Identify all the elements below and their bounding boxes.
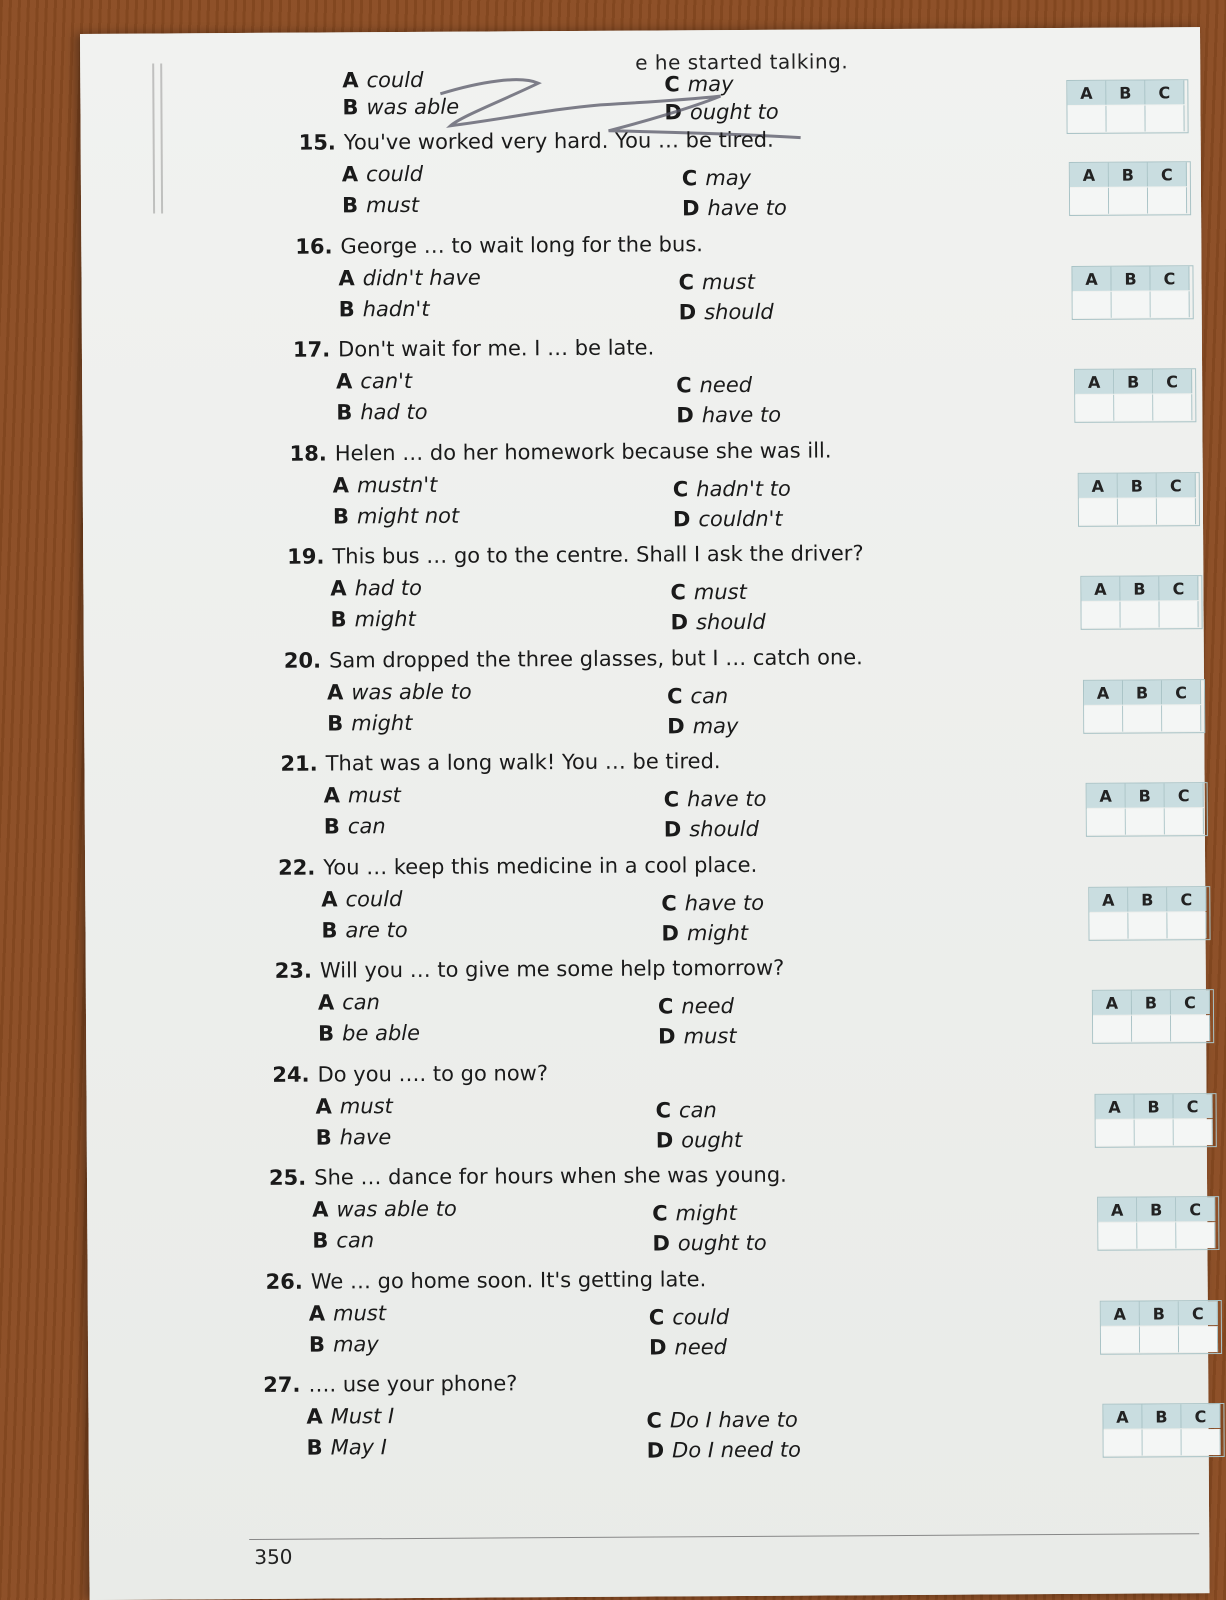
question-number: 15. [298,130,336,155]
question-19 [287,541,968,645]
option-a[interactable]: A must [315,1094,393,1119]
question-number: 23. [274,958,313,983]
grid-letter: B [1106,80,1145,104]
option-d[interactable]: D ought to [664,99,779,125]
answer-grid-header [1072,266,1192,291]
answer-cell[interactable] [1070,188,1109,214]
answer-cell[interactable] [1135,1119,1174,1145]
answer-grid[interactable] [1069,161,1191,216]
option-c[interactable]: C need [657,994,734,1019]
answer-grid-header [1103,1404,1223,1429]
option-a[interactable]: A must [323,783,401,808]
option-a[interactable]: A was able to [312,1196,457,1222]
question-24 [272,1059,953,1163]
grid-letter: A [1072,267,1111,291]
grid-letter: B [1120,576,1159,600]
grid-letter: A [1093,991,1132,1015]
option-a[interactable]: A can't [336,368,413,394]
question-stem [266,1267,707,1294]
answer-cell[interactable] [1143,1429,1182,1455]
answer-grid[interactable] [1080,575,1202,630]
question-number: 16. [295,234,333,259]
answer-cell[interactable] [1096,1120,1135,1146]
grid-letter: B [1114,369,1153,393]
option-d[interactable]: D might [661,920,749,946]
option-d[interactable]: D ought to [652,1230,767,1256]
answer-cell[interactable] [1089,913,1128,939]
option-b[interactable]: B have [315,1125,392,1150]
question-20 [284,645,965,749]
answer-cell[interactable] [1132,1015,1171,1041]
question-number: 20. [283,648,322,673]
footer-rule [249,1533,1199,1540]
question-text: …. use your phone? [308,1371,518,1397]
option-c[interactable]: C can [666,684,729,709]
grid-letter: A [1089,888,1128,912]
answer-cell[interactable] [1101,1327,1140,1353]
option-b[interactable]: B might [327,710,413,736]
option-c[interactable]: C must [678,269,755,295]
grid-letter: C [1165,783,1204,807]
answer-cell[interactable] [1093,1016,1132,1042]
answer-cell[interactable] [1087,809,1126,835]
option-d[interactable]: D ought [655,1127,743,1153]
option-d[interactable]: D should [663,816,759,842]
option-c[interactable]: C may [681,165,752,191]
grid-letter: A [1095,1095,1134,1119]
answer-cell[interactable] [1162,705,1201,731]
answer-cell[interactable] [1118,498,1157,524]
grid-letter: C [1167,887,1206,911]
answer-grid[interactable] [1088,886,1210,941]
answer-grid[interactable] [1083,679,1205,734]
answer-cell[interactable] [1123,705,1162,731]
grid-letter: C [1145,80,1184,104]
grid-letter: A [1084,681,1123,705]
question-text: She … dance for hours when she was young. [314,1162,787,1190]
answer-grid[interactable] [1086,782,1208,837]
answer-grid[interactable] [1094,1093,1216,1148]
answer-cell[interactable] [1179,1326,1218,1352]
grid-letter: C [1181,1404,1220,1428]
answer-grid-header [1075,369,1195,394]
top-fragment: e he started talking. [635,49,849,75]
answer-cells[interactable] [1089,912,1209,939]
option-c[interactable]: C have to [663,786,767,812]
answer-cell[interactable] [1157,498,1196,524]
question-number: 17. [292,337,331,362]
binding-mark [152,63,163,213]
answer-cell[interactable] [1114,394,1153,420]
grid-letter: C [1148,162,1187,186]
option-d[interactable]: D have to [676,402,782,428]
grid-letter: A [1079,474,1118,498]
grid-letter: A [1067,81,1106,105]
option-c[interactable]: C hadn't to [672,476,791,502]
option-d[interactable]: D need [648,1335,728,1360]
option-d[interactable]: D couldn't [672,506,783,532]
question-23 [275,955,956,1059]
grid-letter: A [1101,1302,1140,1326]
answer-cells[interactable] [1101,1326,1221,1353]
grid-letter: C [1159,576,1198,600]
question-text: Do you …. to go now? [317,1061,549,1087]
answer-cell[interactable] [1140,1326,1179,1352]
question-text: Sam dropped the three glasses, but I … catch one. [328,645,863,673]
answer-cell[interactable] [1148,187,1187,213]
option-b[interactable]: B may [308,1332,379,1357]
answer-grid-header [1081,576,1201,601]
grid-letter: B [1111,266,1150,290]
grid-letter: A [1070,163,1109,187]
grid-letter: C [1150,266,1189,290]
answer-cells[interactable] [1098,1222,1218,1249]
question-stem [287,541,863,569]
question-22 [278,852,959,956]
answer-grid-header [1093,990,1213,1015]
answer-cell[interactable] [1137,1222,1176,1248]
option-c[interactable]: C may [664,72,734,97]
grid-letter: C [1173,1094,1212,1118]
option-b[interactable]: B be able [318,1020,421,1046]
answer-grid-header [1087,783,1207,808]
grid-letter: C [1171,990,1210,1014]
question-27 [263,1369,944,1473]
answer-grid[interactable] [1100,1300,1222,1355]
question-stem [289,438,831,465]
option-b[interactable]: B hadn't [338,296,430,322]
question-text: You've worked very hard. You … be tired. [343,127,774,155]
grid-letter: A [1075,370,1114,394]
answer-cells[interactable] [1067,105,1187,132]
question-16 [295,231,976,335]
grid-letter: C [1179,1301,1218,1325]
answer-cells[interactable] [1087,808,1207,835]
option-d[interactable]: D must [658,1024,737,1049]
question-stem [293,335,654,361]
worksheet-page [80,27,1210,1600]
question-stem [263,1371,517,1397]
answer-cell[interactable] [1145,105,1184,131]
answer-cell[interactable] [1174,1119,1213,1145]
question-text: This bus … go to the centre. Shall I ask the driver? [332,541,864,569]
option-a[interactable]: A could [341,161,424,187]
option-b[interactable]: B might [330,606,416,632]
question-15 [299,127,980,231]
answer-cell[interactable] [1084,706,1123,732]
option-c[interactable]: C have to [661,890,765,916]
question-text: Will you … to give me some help tomorrow? [319,955,785,983]
question-21 [280,748,961,852]
answer-grid-header [1095,1094,1215,1119]
answer-grid-header [1089,887,1209,912]
answer-grid-header [1067,80,1187,105]
answer-cell[interactable] [1098,1223,1137,1249]
question-number: 21. [280,751,318,776]
question-text: You … keep this medicine in a cool place. [323,852,758,880]
option-b[interactable]: B was able [342,94,460,120]
grid-letter: B [1118,473,1157,497]
grid-letter: B [1123,680,1162,704]
answer-grid-header [1079,473,1199,498]
option-b[interactable]: B can [323,814,386,839]
answer-grid[interactable] [1092,989,1214,1044]
question-number: 25. [268,1165,307,1190]
answer-cell[interactable] [1073,292,1112,318]
page-number: 350 [254,1544,293,1569]
question-text: Helen … do her homework because she was ill. [334,438,832,466]
option-c[interactable]: C need [676,372,753,398]
answer-cell[interactable] [1106,105,1145,131]
answer-cells[interactable] [1079,498,1199,525]
question-text: We … go home soon. It's getting late. [310,1267,707,1294]
option-a[interactable]: A Must I [306,1404,395,1429]
option-a[interactable]: A mustn't [332,472,438,498]
question-stem [280,749,720,776]
answer-cell[interactable] [1153,394,1192,420]
grid-letter: C [1157,473,1196,497]
question-25 [269,1162,950,1266]
option-c[interactable]: C can [655,1098,717,1123]
option-b[interactable]: B had to [336,399,428,425]
answer-grid[interactable] [1071,265,1193,320]
answer-cells[interactable] [1096,1119,1216,1146]
question-stem [284,645,863,673]
question-number: 19. [287,544,325,569]
option-b[interactable]: B must [341,192,420,218]
grid-letter: A [1087,784,1126,808]
option-a[interactable]: A was able to [326,679,472,705]
question-stem [295,232,703,258]
option-b[interactable]: B May I [306,1435,388,1460]
answer-cells[interactable] [1075,394,1195,421]
answer-grid-header [1084,680,1204,705]
question-number: 22. [278,855,316,880]
question-number: 18. [289,441,327,466]
answer-cell[interactable] [1075,395,1114,421]
answer-cell[interactable] [1167,912,1206,938]
question-stem [269,1163,787,1190]
answer-cell[interactable] [1165,808,1204,834]
option-a[interactable]: A could [321,887,403,912]
answer-grid[interactable] [1097,1196,1219,1251]
grid-letter: B [1134,1094,1173,1118]
option-b[interactable]: B are to [321,918,408,943]
option-d[interactable]: D should [678,299,774,325]
option-c[interactable]: C must [670,579,747,605]
answer-grid[interactable] [1066,79,1188,134]
option-a[interactable]: A could [342,67,424,93]
answer-cells[interactable] [1070,187,1190,214]
grid-letter: B [1140,1301,1179,1325]
grid-letter: C [1176,1197,1215,1221]
option-c[interactable]: C might [652,1201,737,1226]
grid-letter: A [1081,577,1120,601]
grid-letter: B [1137,1197,1176,1221]
option-d[interactable]: D have to [682,195,787,221]
question-18 [289,438,970,542]
question-text: George … to wait long for the bus. [340,232,703,259]
answer-cell[interactable] [1104,1430,1143,1456]
answer-cells[interactable] [1084,705,1204,732]
answer-cell[interactable] [1176,1222,1215,1248]
grid-letter: C [1153,369,1192,393]
answer-cell[interactable] [1159,601,1198,627]
grid-letter: B [1109,162,1148,186]
grid-letter: B [1142,1404,1181,1428]
answer-cells[interactable] [1104,1429,1224,1456]
option-d[interactable]: D should [670,609,766,635]
option-c[interactable]: C Do I have to [646,1407,798,1433]
answer-grid-header [1098,1197,1218,1222]
option-b[interactable]: B might not [332,503,460,529]
answer-cell[interactable] [1067,106,1106,132]
option-d[interactable]: D may [667,713,739,739]
option-a[interactable]: A must [308,1301,387,1326]
answer-grid[interactable] [1078,472,1200,527]
answer-cell[interactable] [1182,1429,1221,1455]
grid-letter: A [1103,1405,1142,1429]
question-17 [293,334,974,438]
answer-cells[interactable] [1093,1015,1213,1042]
answer-grid-header [1070,162,1190,187]
option-a[interactable]: A can [317,990,380,1015]
question-text: Don't wait for me. I … be late. [338,335,655,362]
option-d[interactable]: D Do I need to [646,1437,801,1463]
answer-cell[interactable] [1120,601,1159,627]
question-number: 27. [263,1372,301,1397]
answer-cell[interactable] [1128,912,1167,938]
question-number: 26. [265,1269,303,1294]
grid-letter: C [1162,680,1201,704]
answer-grid[interactable] [1102,1403,1224,1458]
question-text: That was a long walk! You … be tired. [325,749,721,776]
answer-cells[interactable] [1073,291,1193,318]
answer-cell[interactable] [1171,1015,1210,1041]
grid-letter: B [1126,783,1165,807]
answer-cell[interactable] [1079,499,1118,525]
question-number: 24. [272,1062,310,1087]
question-stem [272,1061,548,1087]
answer-cell[interactable] [1126,808,1165,834]
answer-grid[interactable] [1074,368,1196,423]
grid-letter: B [1128,887,1167,911]
question-stem [275,956,785,983]
question-stem [299,128,774,155]
option-c[interactable]: C could [648,1305,730,1330]
answer-cells[interactable] [1081,601,1201,628]
answer-cell[interactable] [1081,602,1120,628]
option-a[interactable]: A had to [330,575,422,601]
answer-cell[interactable] [1109,187,1148,213]
option-a[interactable]: A didn't have [338,265,481,291]
grid-letter: B [1132,990,1171,1014]
answer-cell[interactable] [1112,291,1151,317]
answer-cell[interactable] [1151,291,1190,317]
option-b[interactable]: B can [312,1228,375,1253]
question-26 [266,1266,947,1370]
answer-grid-header [1101,1301,1221,1326]
question-stem [278,853,757,880]
grid-letter: A [1098,1198,1137,1222]
